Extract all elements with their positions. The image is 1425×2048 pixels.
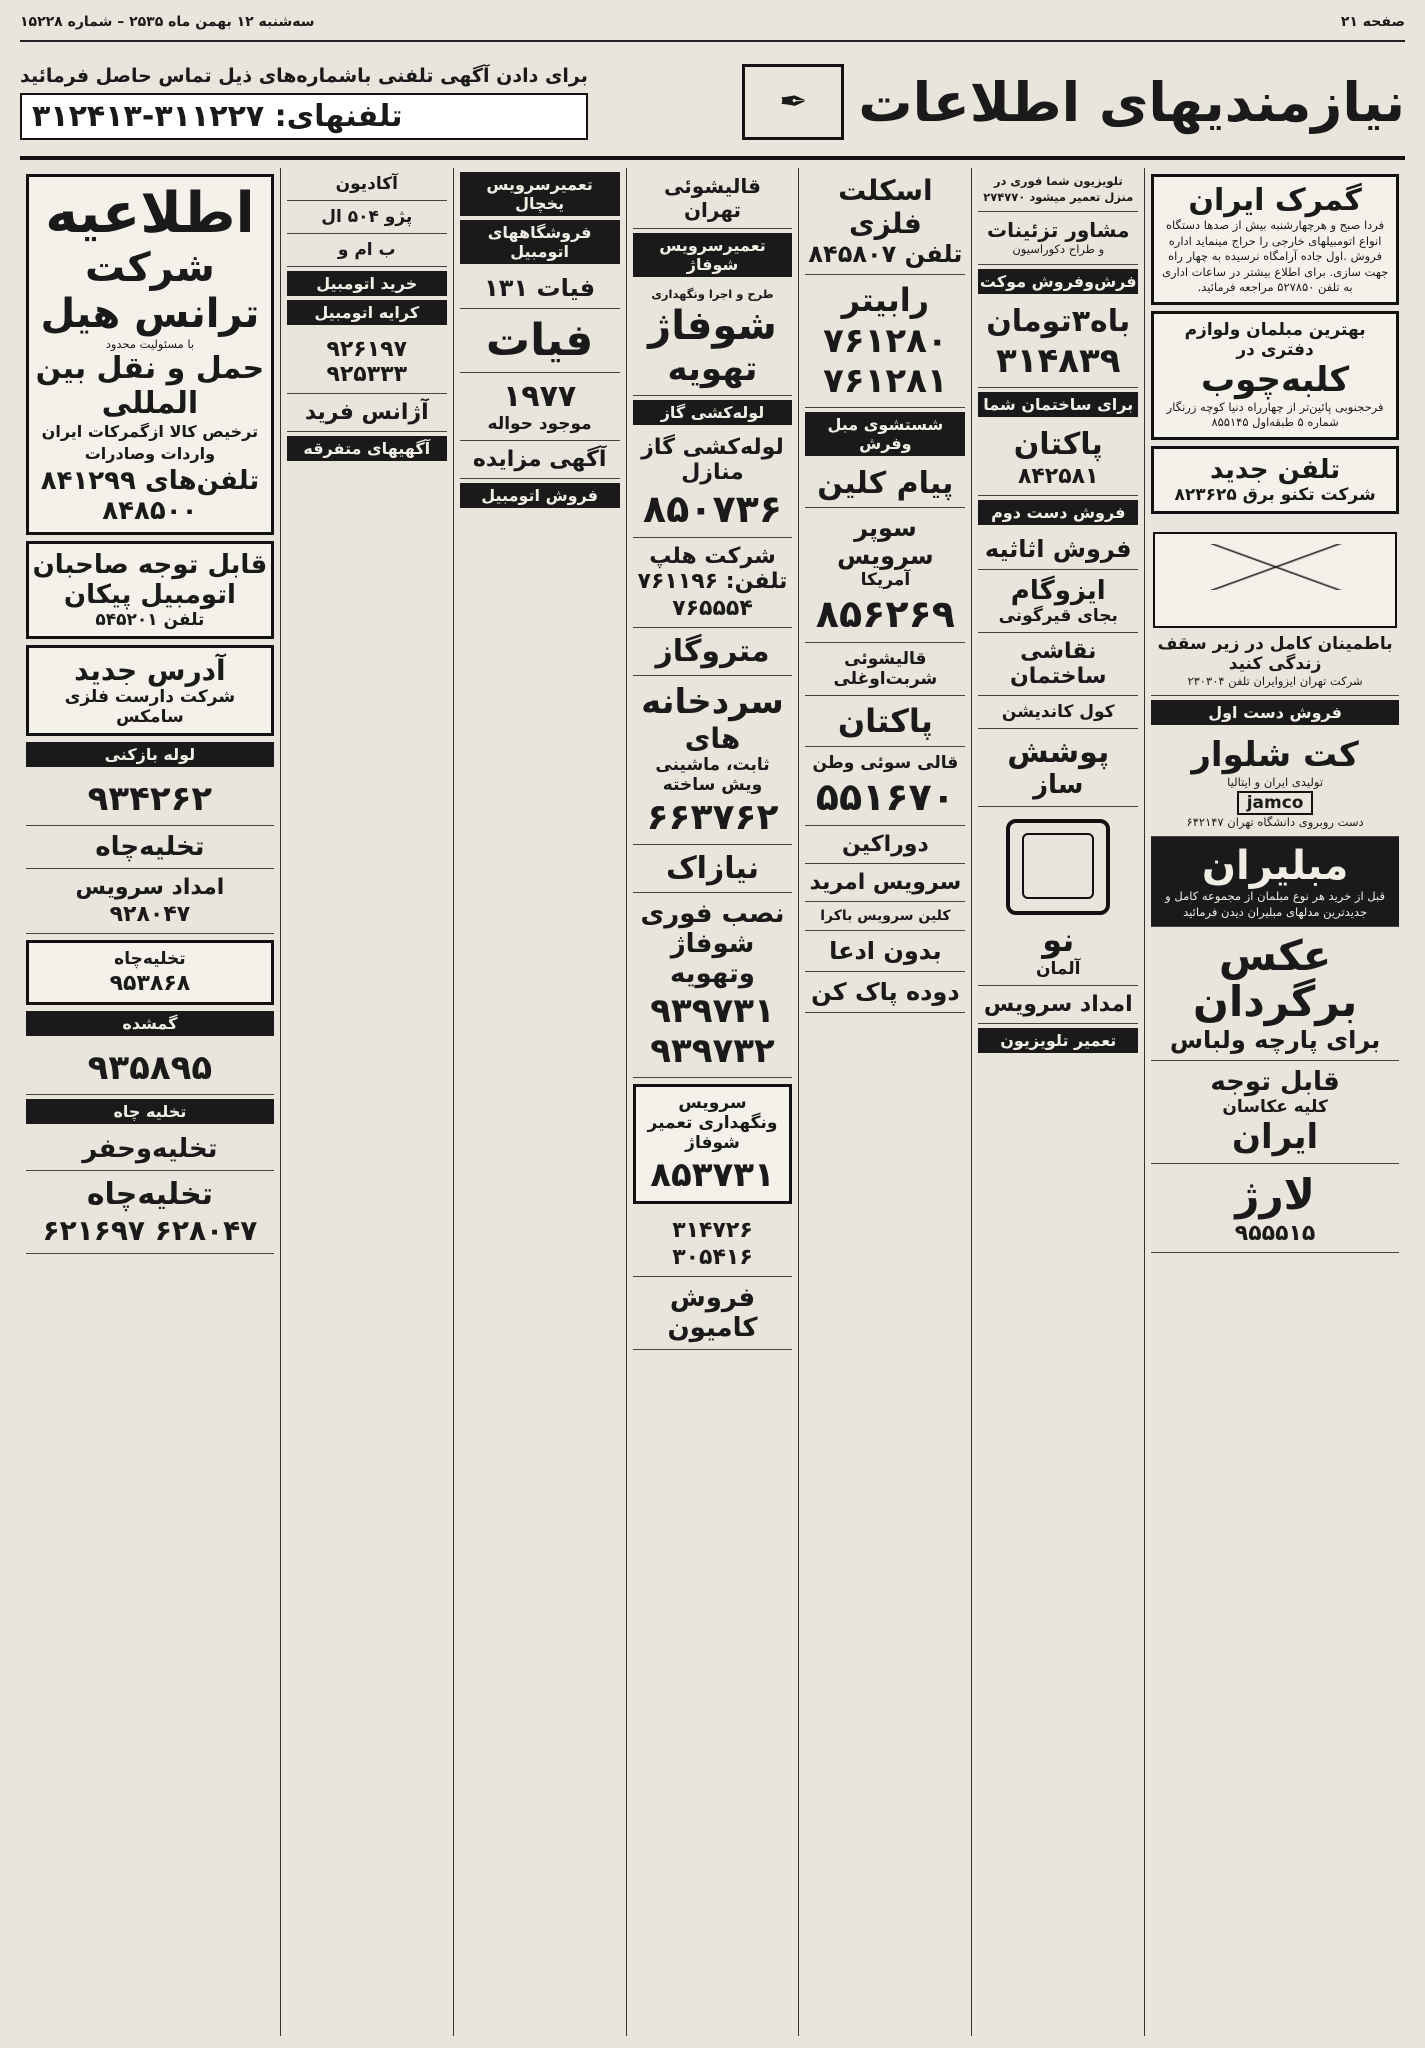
ad-title: ب ام و	[337, 240, 396, 260]
ad-title: طرح و اجرا ونگهداری	[651, 287, 774, 301]
ad-phone: ۵۵۱۶۷۰	[815, 775, 955, 819]
ad-sub: های	[684, 721, 741, 755]
section-header-first-hand: فروش دست اول	[1151, 700, 1399, 725]
section-header-washing: شستشوی مبل وفرش	[805, 412, 965, 456]
section-header-car-rent: کرایه اتومبیل	[287, 300, 447, 325]
ad-cover-maker	[978, 729, 1138, 807]
ad-plan	[633, 281, 793, 396]
ad-title: آدرس جدید	[74, 654, 226, 688]
section-header-tv-repair: تعمیر تلویزیون	[978, 1028, 1138, 1053]
section-header-car-shops: فروشگاههای اتومبیل	[460, 220, 620, 264]
ad-tv-repair	[978, 168, 1138, 212]
ad-title: گمرک ایران	[1188, 183, 1362, 218]
ad-refrig	[633, 1210, 793, 1277]
column-7	[20, 168, 280, 2036]
section-header-second-hand: فروش دست دوم	[978, 500, 1138, 525]
ad-title: باه۳تومان	[986, 303, 1131, 339]
ad-phone: ۳۱۴۷۲۶	[672, 1217, 753, 1243]
ad-title: قالیشوئی تهران	[664, 174, 761, 222]
ad-title: پیام کلین	[817, 466, 954, 501]
section-header-fridge: تعمیرسرویس یخچال	[460, 172, 620, 216]
section-header-pipes: لوله بازکنی	[26, 742, 274, 767]
ad-title: آگهی مزایده	[472, 447, 607, 472]
page-folio	[20, 14, 1405, 42]
ad-heating-service	[633, 1084, 793, 1204]
brand-logo: jamco	[1237, 791, 1314, 815]
ad-title: پاکتان	[837, 702, 933, 740]
ad-phone: ۹۲۸۰۴۷	[109, 902, 191, 928]
ad-agency	[287, 394, 447, 432]
ad-body: شرکت دارست فلزی سامکس	[64, 687, 236, 728]
ad-now-tv	[978, 807, 1138, 986]
ad-title: تخلیه‌چاه	[86, 1177, 213, 1213]
ad-unibus	[26, 1040, 274, 1095]
ad-emdad-service	[978, 986, 1138, 1024]
ad-note: با مسئولیت محدود	[105, 336, 195, 351]
section-header-misc: آگهیهای متفرقه	[287, 436, 447, 461]
ad-title: پوشش	[1007, 734, 1110, 770]
ad-phone: تلفن: ۷۶۱۱۹۶	[637, 568, 788, 594]
ad-title: سوپر سرویس	[837, 514, 934, 570]
ad-well	[26, 826, 274, 869]
ad-title: پاکتان	[1013, 426, 1103, 462]
ad-phone: ۸۵۰۷۳۶	[642, 486, 783, 531]
ad-help	[633, 538, 793, 628]
classified-columns	[20, 168, 1405, 2036]
section-header-heating: تعمیرسرویس شوفاژ	[633, 233, 793, 277]
ad-title: رابیتر	[841, 281, 930, 319]
ad-title: فیات ۱۳۱	[484, 274, 596, 302]
ad-phone: ۸۵۶۲۶۹	[815, 592, 955, 636]
ad-customs	[1151, 174, 1399, 305]
ad-furniture	[1151, 311, 1399, 440]
ad-well-dig	[26, 1128, 274, 1171]
ad-isogam	[978, 570, 1138, 633]
ad-title: عکس برگردان	[1192, 931, 1358, 1027]
section-header-car-sale: فروش اتومبیل	[460, 483, 620, 508]
ad-title: کلین سرویس باکرا	[820, 908, 951, 924]
ad-phone: ۹۵۳۸۶۸	[109, 971, 191, 997]
column-5	[453, 168, 626, 2036]
ad-accordion	[287, 168, 447, 201]
ad-title: نیازاک	[665, 850, 760, 886]
ad-body: موجود حواله	[487, 414, 592, 434]
ad-title: دوراکین	[842, 832, 929, 857]
ad-sub: اتومبیل پیکان	[63, 580, 236, 611]
ad-brand: کلبه‌چوب	[1201, 359, 1350, 400]
section-header-carpet: فرش‌وفروش موکت	[978, 269, 1138, 294]
ad-title: اسکلت فلزی	[838, 174, 933, 240]
ad-sub: آلمان	[1035, 958, 1081, 979]
ad-new-address	[26, 645, 274, 736]
ad-niazak	[633, 845, 793, 893]
ad-payam-clean	[805, 460, 965, 508]
column-6	[280, 168, 453, 2036]
ad-title: فیات	[485, 315, 594, 366]
ad-title: کول کاندیشن	[1001, 701, 1115, 722]
ad-roofing	[1151, 520, 1399, 697]
ad-title: مبلیران	[1201, 843, 1349, 890]
ad-fiat-131	[460, 268, 620, 309]
ad-phone-2: ۷۶۵۵۵۴	[672, 595, 753, 621]
ad-phone: ۶۶۳۷۶۲	[646, 796, 779, 838]
ad-title: تلفن جدید	[1210, 454, 1341, 485]
ad-cold-storage	[633, 676, 793, 845]
ad-title: بهترین مبلمان ولوازم دفتری در	[1184, 319, 1366, 360]
ad-amrid	[805, 864, 965, 902]
ad-trans-hill	[26, 174, 274, 535]
ad-body: ترخیص کالا ازگمرکات ایران واردات وصادرات	[41, 422, 259, 463]
ad-phone: ۹۵۵۵۱۵	[1234, 1220, 1316, 1246]
masthead-brand	[728, 64, 1405, 140]
ad-metrogaz	[633, 628, 793, 676]
ad-title: فروش اثاثیه	[984, 534, 1132, 563]
ad-no-claim	[805, 931, 965, 972]
ad-title: قابل توجه	[1210, 1066, 1340, 1097]
page-number: صفحه ۲۱	[1340, 14, 1405, 30]
ad-phone-note: برای دادن آگهی تلفنی باشماره‌های ذیل تماس حاصل فرمائید	[20, 64, 588, 87]
ad-sub: کلیه عکاسان	[1222, 1096, 1328, 1117]
section-header-building: برای ساختمان شما	[978, 392, 1138, 417]
ad-body: فرحجنوبی پائین‌تر از چهارراه دنیا کوچه زرنگار شماره ۵ طبقه‌اول ۸۵۵۱۴۵	[1166, 399, 1384, 430]
ad-carpet-wash	[805, 643, 965, 696]
ad-title: کت شلوار	[1191, 735, 1359, 776]
television-icon	[1006, 819, 1110, 915]
masthead	[20, 48, 1405, 160]
ad-title: اطلاعیه	[45, 181, 255, 246]
ad-title: امداد سرویس	[983, 991, 1133, 1017]
ad-rabitor	[805, 275, 965, 408]
ad-truck-sale	[633, 1277, 793, 1350]
ad-title: دوده پاک کن	[811, 978, 960, 1006]
ad-body: تلویزیون شما فوری در منزل تعمیر میشود ۲۷۴۷۷۰	[983, 174, 1134, 204]
ad-pakatan-2	[805, 696, 965, 747]
ad-painting	[978, 633, 1138, 696]
ad-phone-2: ۳۰۵۴۱۶	[672, 1244, 753, 1270]
ad-model-1977	[460, 373, 620, 441]
ad-title: تخلیه‌چاه	[95, 832, 205, 863]
column-3	[798, 168, 971, 2036]
column-4	[626, 168, 799, 2036]
ad-title: پژو ۵۰۴ ال	[321, 207, 413, 227]
ad-photographers	[1151, 1061, 1399, 1164]
ad-body: ثابت، ماشینی ویش ساخته	[655, 754, 770, 795]
ad-emdad	[26, 869, 274, 934]
column-2	[971, 168, 1144, 2036]
ad-title: لارژ	[1235, 1169, 1315, 1219]
ad-phone: ۷۶۱۲۸۰ ۷۶۱۲۸۱	[823, 321, 948, 401]
ad-furniture-sale	[978, 529, 1138, 570]
ad-phone: ۹۳۹۷۳۱ ۹۳۹۷۳۲	[650, 990, 775, 1071]
ad-phone: ۹۳۵۸۹۵	[87, 1048, 213, 1089]
ad-footer: شرکت تهران ایزوایران تلفن ۲۳۰۳۰۴	[1187, 673, 1363, 688]
ad-bah3	[978, 298, 1138, 388]
section-header-well: تخلیه چاه	[26, 1099, 274, 1124]
column-1	[1144, 168, 1405, 2036]
ad-cooling	[978, 696, 1138, 729]
ad-clean-service	[805, 902, 965, 931]
ad-title: لوله‌کشی گاز منازل	[641, 434, 784, 485]
ad-phone: ۹۲۶۱۹۷ ۹۲۵۳۳۳	[326, 337, 408, 387]
ad-body: بجای قیرگونی	[998, 605, 1118, 626]
ad-title: نو	[1042, 920, 1075, 959]
ad-name: ایران	[1231, 1116, 1319, 1157]
ad-title: آکادیون	[335, 174, 398, 194]
ad-title: بدون ادعا	[829, 937, 942, 965]
ad-title: فروش کامیون	[667, 1282, 758, 1343]
ad-phone: ۹۳۴۲۶۲	[87, 779, 213, 820]
ad-footer: دست روبروی دانشگاه تهران ۶۴۲۱۴۷	[1186, 814, 1364, 829]
ad-auction	[460, 441, 620, 479]
ad-title: آژانس فرید	[304, 400, 429, 425]
ad-install	[633, 893, 793, 1078]
ad-body: و طراح دکوراسیون	[1012, 242, 1105, 257]
ad-phone: تلفن ۸۴۵۸۰۷	[808, 240, 963, 268]
ad-sub: ساز	[1033, 769, 1084, 800]
ad-sub: تهویه	[667, 348, 758, 389]
ad-peugeot	[287, 201, 447, 234]
ad-title: تخلیه‌وحفر	[82, 1134, 218, 1165]
ad-bmw	[287, 234, 447, 267]
ad-title: ۱۹۷۷	[503, 379, 577, 414]
ad-vatan-wash	[805, 747, 965, 826]
newspaper-logo-icon: ✒	[742, 64, 844, 140]
ad-meliran	[1151, 837, 1399, 927]
section-header-car-buy: خرید اتومبیل	[287, 271, 447, 296]
ad-lars	[1151, 1164, 1399, 1253]
ad-title: قالی سوئی وطن	[812, 753, 959, 773]
ad-company: شرکت ترانس هیل	[40, 244, 260, 337]
ad-title: قابل توجه صاحبان	[32, 550, 268, 581]
ad-phone-new	[1151, 446, 1399, 514]
section-header-gas: لوله‌کشی گاز	[633, 400, 793, 425]
ad-body: شرکت تکنو برق ۸۲۳۶۲۵	[1174, 484, 1376, 505]
ad-title: سرویس امرید	[809, 870, 962, 895]
ad-phone: ۸۵۳۷۳۱	[650, 1154, 775, 1195]
ad-body: قبل از خرید هر نوع مبلمان از مجموعه کامل و جدیدترین مدلهای مبلیران دیدن فرمائید	[1165, 889, 1385, 919]
ad-title: قالیشوئی شربت‌اوغلی	[833, 649, 938, 689]
ad-title: مشاور تزئینات	[986, 218, 1130, 243]
ad-phone: تلفن ۵۴۵۲۰۱	[95, 610, 205, 631]
ad-tehran-wash	[633, 168, 793, 229]
ad-durakin	[805, 826, 965, 864]
ad-title: امداد سرویس	[75, 875, 225, 901]
page-title: نیازمندیهای اطلاعات	[858, 70, 1405, 134]
ad-phone: ۳۱۴۸۳۹	[995, 340, 1121, 381]
ad-suits	[1151, 729, 1399, 837]
ad-title: متروگاز	[655, 633, 770, 669]
issue-date: سه‌شنبه ۱۲ بهمن ماه ۲۵۳۵ – شماره ۱۵۲۲۸	[20, 14, 315, 30]
ad-brand: شوفاژ	[648, 302, 777, 349]
ad-phone: ۸۴۲۵۸۱	[1017, 463, 1099, 489]
masthead-contact	[20, 65, 588, 140]
ad-body: برای پارچه ولباس	[1169, 1025, 1381, 1054]
ad-title: تخلیه‌چاه	[114, 949, 186, 970]
ad-body: فردا صبح و هرچهارشنبه بیش از صدها دستگاه انواع اتومبیلهای خارجی را حراج مینماید اداره فروش .اول جاده آرامگاه نرسیده به چهار راه جهت سازی. برای اطلاع بیشتر در ساعات اداری به تلفن ۵۲۷۸۵۰ مراجعه فرمائید.	[1161, 218, 1389, 295]
ad-well-2	[26, 940, 274, 1005]
ad-decoration	[978, 212, 1138, 265]
roof-illustration-icon	[1153, 532, 1397, 628]
ad-title: نصب فوری شوفاژ وتهویه	[640, 898, 785, 989]
ad-taxi	[287, 329, 447, 394]
ad-body: تولیدی ایران و ایتالیا	[1227, 775, 1324, 790]
ad-gas-piping	[633, 429, 793, 538]
ad-phone: ۶۲۸۰۴۷ ۶۲۱۶۹۷	[42, 1214, 258, 1248]
ad-fiat	[460, 309, 620, 373]
ad-photo-transfer	[1151, 927, 1399, 1060]
ad-well-final	[26, 1171, 274, 1254]
ad-service: حمل و نقل بین المللی	[35, 351, 265, 421]
ad-pakatan	[978, 421, 1138, 496]
ad-phone-numbers: تلفنهای: ۳۱۱۲۲۷-۳۱۲۴۱۳	[20, 93, 588, 140]
ad-phone: تلفن‌های ۸۴۱۲۹۹ ۸۴۸۵۰۰	[40, 466, 260, 527]
ad-super-service	[805, 508, 965, 643]
ad-soot-clean	[805, 972, 965, 1013]
ad-title: ایزوگام	[1010, 575, 1106, 606]
ad-pipes	[26, 771, 274, 826]
section-header-lost: گمشده	[26, 1011, 274, 1036]
ad-steel-frame	[805, 168, 965, 275]
ad-title: شرکت هلپ	[649, 543, 776, 569]
ad-title: سردخانه	[641, 681, 784, 722]
ad-sub: آمریکا	[860, 570, 911, 590]
ad-title: نقاشی ساختمان	[1009, 638, 1107, 689]
ad-title: باطمینان کامل در زیر سقف زندگی کنید	[1157, 633, 1393, 674]
ad-title: سرویس ونگهداری تعمیر شوفاژ	[647, 1092, 778, 1153]
ad-peykan	[26, 541, 274, 639]
